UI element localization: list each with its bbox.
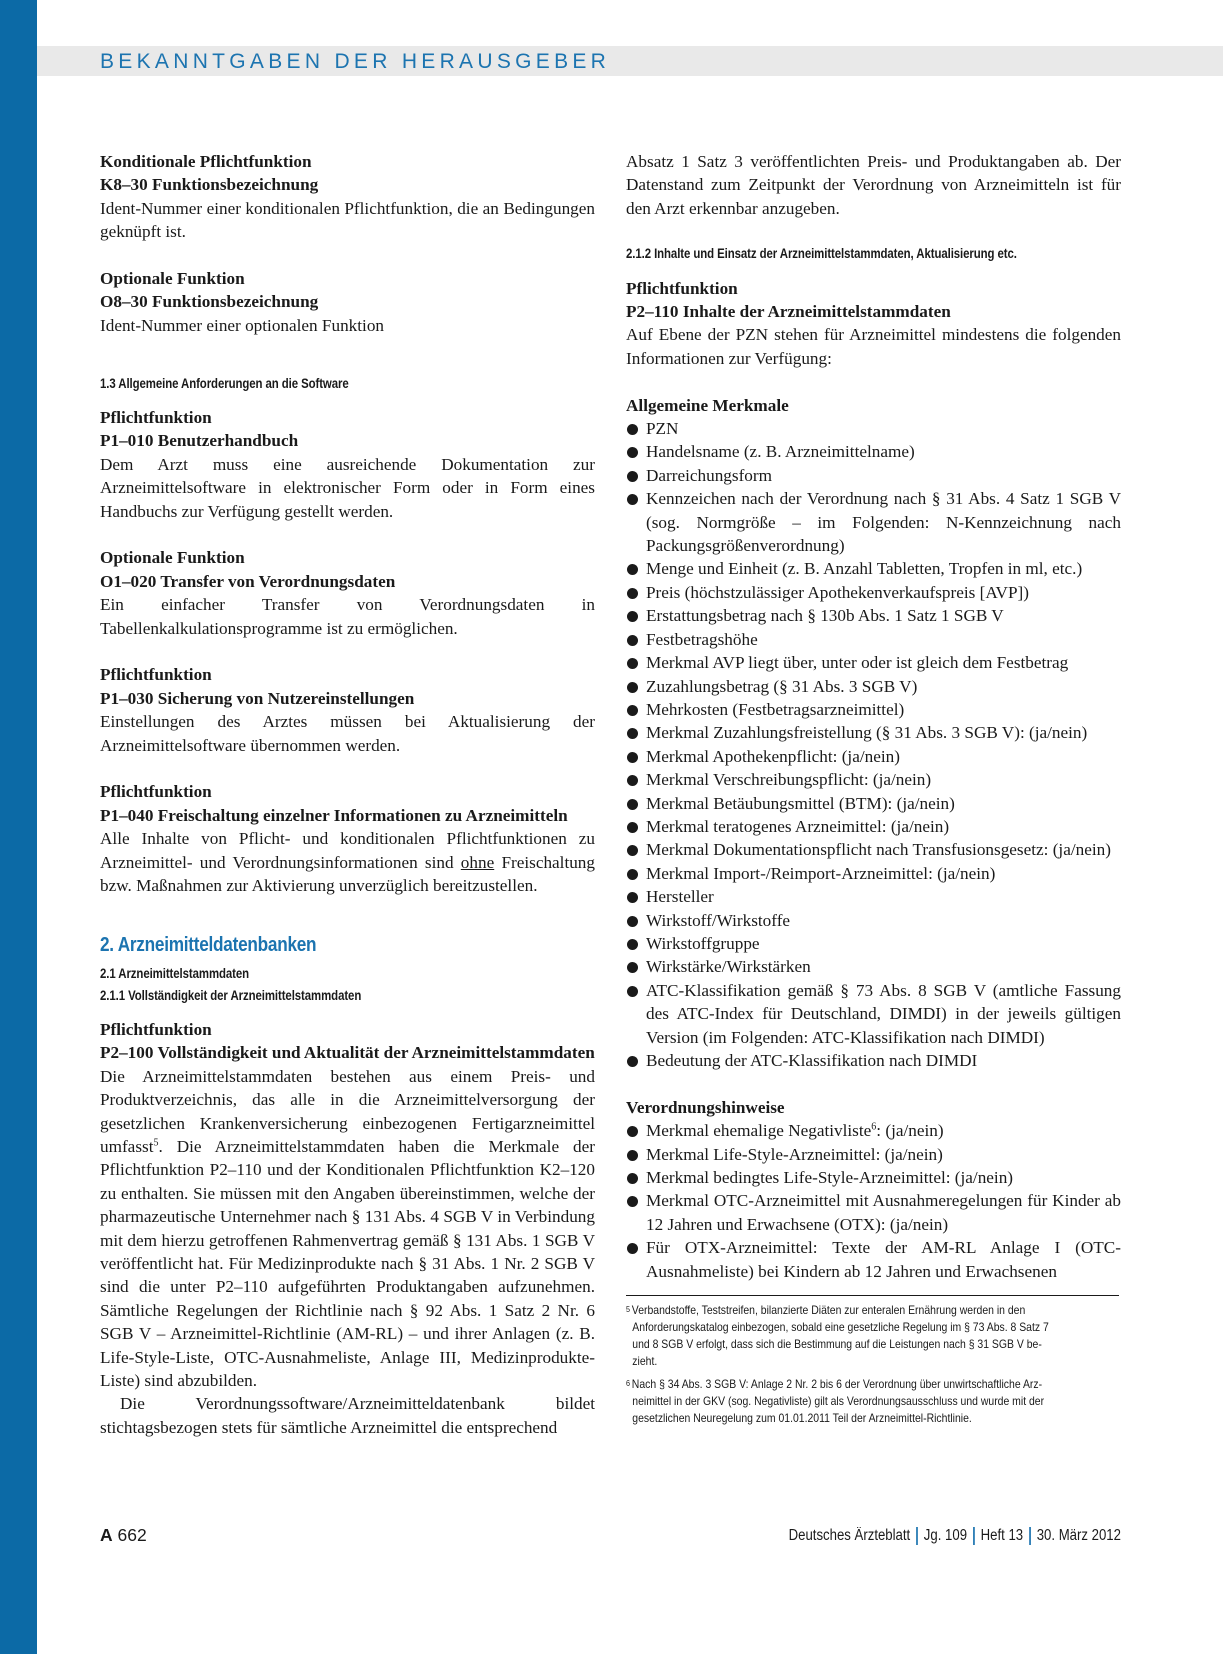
list-item: Merkmal Dokumentationspflicht nach Transfusionsgesetz: (ja/nein)	[626, 838, 1121, 861]
page-number: A 662	[100, 1525, 147, 1545]
function-text: Alle Inhalte von Pflicht- und konditionalen Pflichtfunktionen zu Arzneimittel- und Verordnungsinformationen sind ohne Freischaltung bzw. Maßnahmen zur Aktivierung unverzüglich bereitzustellen.	[100, 829, 595, 896]
function-title: O1–020 Transfer von Verordnungsdaten	[100, 571, 396, 591]
function-title: P1–040 Freischaltung einzelner Informationen zu Arzneimitteln	[100, 805, 568, 825]
list-item: Merkmal Apothekenpflicht: (ja/nein)	[626, 745, 1121, 768]
list-item: Hersteller	[626, 885, 1121, 908]
function-text: Einstellungen des Arztes müssen bei Aktualisierung der Arzneimittelsoftware übernommen werden.	[100, 712, 595, 755]
list-item: Erstattungsbetrag nach § 130b Abs. 1 Satz 1 SGB V	[626, 604, 1121, 627]
list-item: Bedeutung der ATC-Klassifikation nach DIMDI	[626, 1049, 1121, 1072]
function-type: Pflichtfunktion	[100, 408, 212, 428]
list-item: Merkmal bedingtes Life-Style-Arzneimittel: (ja/nein)	[626, 1166, 1121, 1189]
bullet-icon	[627, 1126, 638, 1137]
footnote-5	[626, 1302, 1121, 1370]
section-heading-2: 2. Arzneimitteldatenbanken	[100, 933, 317, 956]
continued-text: Absatz 1 Satz 3 veröffentlichten Preis- und Produktangaben ab. Der Datenstand zum Zeitpunkt der Verordnung von Arzneimitteln ist für den Arzt erkennbar anzugeben.	[626, 152, 1121, 218]
bullet-icon	[627, 1056, 638, 1067]
bullet-icon	[627, 728, 638, 739]
bullet-icon	[627, 564, 638, 575]
journal-issue: Heft 13	[980, 1527, 1024, 1545]
journal-info	[789, 1527, 1121, 1545]
bullet-icon	[627, 424, 638, 435]
bullet-icon	[627, 799, 638, 810]
function-text: Ident-Nummer einer konditionalen Pflichtfunktion, die an Bedingungen geknüpft ist.	[100, 198, 595, 242]
function-type: Optionale Funktion	[100, 269, 245, 289]
separator	[1029, 1527, 1031, 1545]
general-features-list	[626, 417, 1121, 1072]
bullet-icon	[627, 916, 638, 927]
function-type: Pflichtfunktion	[100, 665, 212, 685]
list-item: ATC-Klassifikation gemäß § 73 Abs. 8 SGB V (amtliche Fassung des ATC-Index für Deutschland, DIMDI) in der jeweils gültigen Version (im Folgenden: ATC-Klassifikation nach DIMDI)	[626, 979, 1121, 1049]
bullet-icon	[627, 752, 638, 763]
function-text: Ein einfacher Transfer von Verordnungsdaten in Tabellenkalkulationsprogramme ist zu ermöglichen.	[100, 595, 595, 638]
function-text: Auf Ebene der PZN stehen für Arzneimittel mindestens die folgenden Informationen zur Verfügung:	[626, 325, 1121, 368]
bullet-icon	[627, 869, 638, 880]
bullet-icon	[627, 1150, 638, 1161]
journal-name: Deutsches Ärzteblatt	[788, 1527, 911, 1545]
function-text: Die Arzneimittelstammdaten bestehen aus einem Preis- und Produktverzeichnis, das alle in die Arzneimittelversorgung der gesetzlichen Krankenversicherung einbezogenen Fertigarzneimittel umfasst$^5$. Die Arzneimittelstammdaten haben die Merkmale der Pflichtfunktion P2–110 und der Konditionalen Pflichtfunktion K2–120 zu enthalten. Sie müssen mit den Angaben übereinstimmen, welche der pharmazeutische Unternehmer nach § 131 Abs. 4 SGB V in Verbindung mit dem hierzu getroffenen Rahmenvertrag gemäß § 131 Abs. 1 SGB V veröffentlicht hat. Für Medizinprodukte nach § 31 Abs. 1 Nr. 2 SGB V sind die unter P2–110 aufgeführten Produktangaben aufzunehmen. Sämtliche Regelungen der Richtlinie nach § 92 Abs. 1 Satz 2 Nr. 6 SGB V – Arzneimittel-Richtlinie (AM-RL) – und ihrer Anlagen (z. B. Life-Style-Liste, OTC-Ausnahmeliste, Anlage III, Medizinprodukte-Liste) sind abzubilden.	[100, 1066, 595, 1390]
function-title: P2–100 Vollständigkeit und Aktualität der Arzneimittelstammdaten	[100, 1043, 595, 1063]
bullet-icon	[627, 962, 638, 973]
footnote-line: $^5$ Verbandstoffe, Teststreifen, bilanzierte Diäten zur enteralen Ernährung werden in den	[626, 1304, 1026, 1318]
footnote-line: $^6$ Nach § 34 Abs. 3 SGB V: Anlage 2 Nr. 2 bis 6 der Verordnung über unwirtschaftliche Arz-	[626, 1378, 1043, 1392]
list-item: Merkmal Betäubungsmittel (BTM): (ja/nein)	[626, 792, 1121, 815]
section-heading-1-3: 1.3 Allgemeine Anforderungen an die Software	[100, 375, 349, 391]
underlined-word: ohne	[460, 852, 495, 872]
separator	[916, 1527, 918, 1545]
bullet-icon	[627, 1196, 638, 1207]
list-item: Wirkstoffgruppe	[626, 932, 1121, 955]
prescription-notes-list	[626, 1119, 1121, 1283]
bullet-icon	[627, 471, 638, 482]
sidebar-color-bar	[0, 0, 37, 1654]
bullet-icon	[627, 588, 638, 599]
list-item: Merkmal AVP liegt über, unter oder ist gleich dem Festbetrag	[626, 651, 1121, 674]
list-item: PZN	[626, 417, 1121, 440]
list-item: Zuzahlungsbetrag (§ 31 Abs. 3 SGB V)	[626, 675, 1121, 698]
right-column	[626, 150, 1121, 1427]
bullet-icon	[627, 939, 638, 950]
function-text: Dem Arzt muss eine ausreichende Dokumentation zur Arzneimittelsoftware in elektronischer Form oder in Form eines Handbuchs zur Verfügung gestellt werden.	[100, 454, 595, 521]
list-item: Merkmal Verschreibungspflicht: (ja/nein)	[626, 768, 1121, 791]
list-item: Preis (höchstzulässiger Apothekenverkaufspreis [AVP])	[626, 581, 1121, 604]
list-item: Festbetragshöhe	[626, 628, 1121, 651]
function-type: Optionale Funktion	[100, 548, 245, 568]
journal-volume: Jg. 109	[923, 1527, 968, 1545]
footnote-line: Anforderungskatalog einbezogen, sobald eine gesetzliche Regelung im § 73 Abs. 8 Satz 7	[632, 1321, 1049, 1335]
list-item: Merkmal Life-Style-Arzneimittel: (ja/nein)	[626, 1143, 1121, 1166]
function-title: P1–030 Sicherung von Nutzereinstellungen	[100, 688, 415, 708]
list-item: Merkmal ehemalige Negativliste$^6$: (ja/nein)	[626, 1119, 1121, 1142]
function-title: K8–30 Funktionsbezeichnung	[100, 175, 319, 195]
bullet-icon	[627, 892, 638, 903]
bullet-icon	[627, 775, 638, 786]
bullet-icon	[627, 494, 638, 505]
left-column	[100, 150, 595, 1439]
function-text: Ident-Nummer einer optionalen Funktion	[100, 315, 385, 335]
bullet-icon	[627, 682, 638, 693]
footnote-ref-6[interactable]: 6	[871, 1121, 877, 1133]
function-text: Die Verordnungssoftware/Arzneimitteldatenbank bildet stichtagsbezogen stets für sämtliche Arzneimittel die entsprechend	[100, 1394, 595, 1437]
footnote-6	[626, 1376, 1121, 1427]
bullet-icon	[627, 635, 638, 646]
bullet-icon	[627, 986, 638, 997]
footnote-divider	[626, 1295, 1119, 1296]
list-item: Menge und Einheit (z. B. Anzahl Tabletten, Tropfen in ml, etc.)	[626, 557, 1121, 580]
section-heading-2-1: 2.1 Arzneimittelstammdaten	[100, 965, 250, 981]
list-item: Wirkstoff/Wirkstoffe	[626, 909, 1121, 932]
function-title: P2–110 Inhalte der Arzneimittelstammdaten	[626, 302, 951, 322]
section-heading-2-1-1: 2.1.1 Vollständigkeit der Arzneimittelstammdaten	[100, 987, 362, 1003]
function-title: O8–30 Funktionsbezeichnung	[100, 292, 319, 312]
section-header-title: BEKANNTGABEN DER HERAUSGEBER	[100, 50, 611, 73]
bullet-icon	[627, 447, 638, 458]
list-item: Merkmal Zuzahlungsfreistellung (§ 31 Abs. 3 SGB V): (ja/nein)	[626, 721, 1121, 744]
list-item: Für OTX-Arzneimittel: Texte der AM-RL Anlage I (OTC-Ausnahmeliste) bei Kindern ab 12 Jahren und Erwachsenen	[626, 1236, 1121, 1283]
bullet-icon	[627, 1173, 638, 1184]
footnote-line: gesetzlichen Neuregelung zum 01.01.2011 Teil der Arzneimittel-Richtlinie.	[632, 1412, 972, 1426]
footnote-line: neimittel in der GKV (sog. Negativliste) gilt als Verordnungsausschluss und wurde mit der	[632, 1395, 1045, 1409]
bullet-icon	[627, 822, 638, 833]
footnote-ref-5[interactable]: 5	[153, 1137, 159, 1149]
list-item: Mehrkosten (Festbetragsarzneimittel)	[626, 698, 1121, 721]
function-type: Konditionale Pflichtfunktion	[100, 152, 312, 171]
list-item: Kennzeichen nach der Verordnung nach § 31 Abs. 4 Satz 1 SGB V (sog. Normgröße – im Folgenden: N-Kennzeichnung nach Packungsgrößenverordnung)	[626, 487, 1121, 557]
footnote-line: und 8 SGB V erfolgt, dass sich die Bestimmung auf die Leistungen nach § 31 SGB V be-	[632, 1338, 1042, 1352]
function-type: Pflichtfunktion	[100, 782, 212, 802]
list-item: Wirkstärke/Wirkstärken	[626, 955, 1121, 978]
journal-date: 30. März 2012	[1036, 1527, 1121, 1545]
separator	[973, 1527, 975, 1545]
section-heading-2-1-2: 2.1.2 Inhalte und Einsatz der Arzneimittelstammdaten, Aktualisierung etc.	[626, 246, 1017, 262]
bullet-icon	[627, 658, 638, 669]
list-item: Merkmal Import-/Reimport-Arzneimittel: (ja/nein)	[626, 862, 1121, 885]
bullet-icon	[627, 705, 638, 716]
bullet-icon	[627, 611, 638, 622]
bullet-icon	[627, 845, 638, 856]
list-item: Merkmal teratogenes Arzneimittel: (ja/nein)	[626, 815, 1121, 838]
list-item: Darreichungsform	[626, 464, 1121, 487]
list-heading-prescription: Verordnungshinweise	[626, 1097, 785, 1117]
footnote-line: zieht.	[632, 1355, 658, 1369]
function-title: P1–010 Benutzerhandbuch	[100, 431, 299, 451]
list-item: Handelsname (z. B. Arzneimittelname)	[626, 440, 1121, 463]
bullet-icon	[627, 1243, 638, 1254]
list-heading-general: Allgemeine Merkmale	[626, 395, 789, 415]
list-item: Merkmal OTC-Arzneimittel mit Ausnahmeregelungen für Kinder ab 12 Jahren und Erwachsene (OTX): (ja/nein)	[626, 1189, 1121, 1236]
function-type: Pflichtfunktion	[100, 1019, 212, 1039]
function-type: Pflichtfunktion	[626, 278, 738, 298]
